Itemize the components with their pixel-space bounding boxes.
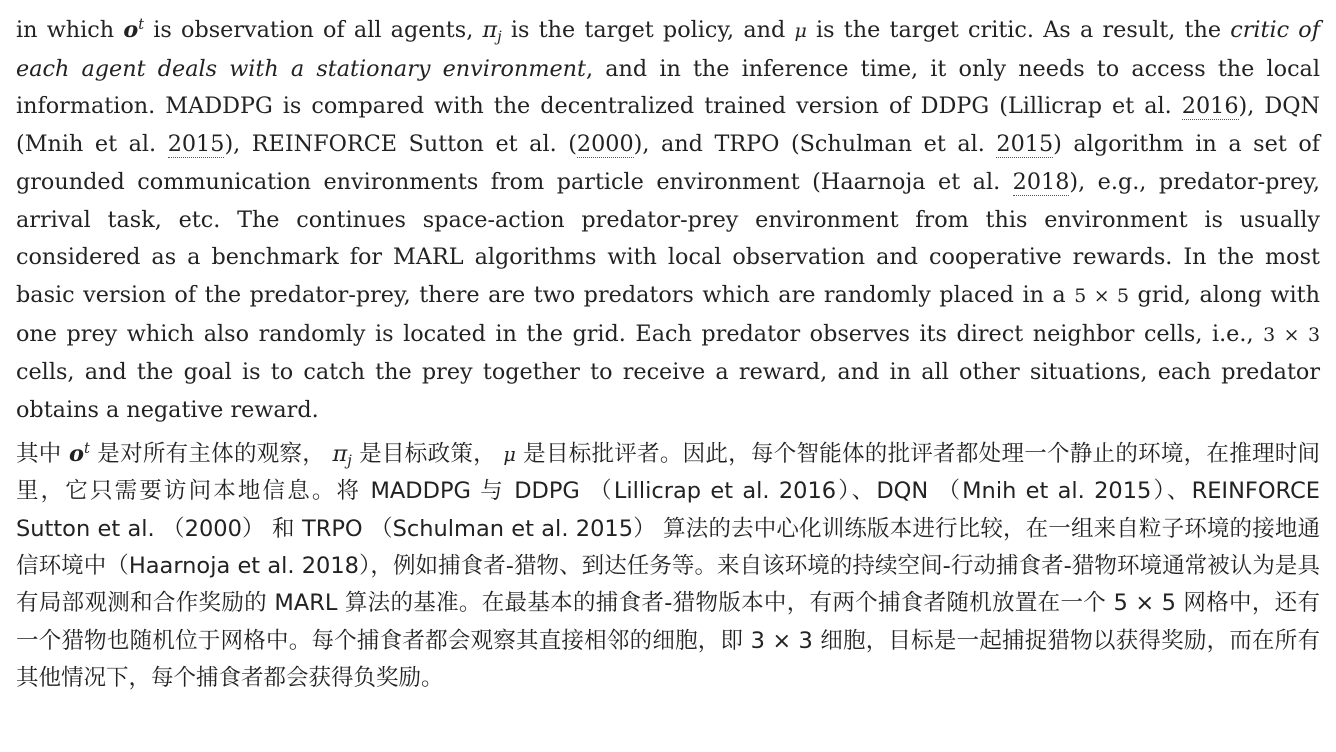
text-run: 是对所有主体的观察， [89, 440, 333, 467]
math-mu: μ [503, 442, 516, 466]
emphasis-text: critic of each agent deals with a stationary environment [16, 17, 1320, 82]
math-pi: π [332, 440, 348, 467]
math-j: j [347, 452, 352, 470]
math-o: o [123, 17, 139, 43]
math-t: t [138, 17, 145, 34]
text-run: is the target critic. As a result, the [806, 17, 1231, 43]
english-paragraph [16, 12, 1320, 430]
text-run: ), e.g., predator-prey, arrival task, etc. The continues space-action predator-prey environment from this environment is usually considered as a benchmark for MARL algorithms with local observation and cooperative rewards. In the most basic version of the predator-prey, there are two predators which are randomly placed in a [16, 168, 1320, 308]
citation-link[interactable]: 2018 [1012, 168, 1070, 195]
citation-link[interactable]: 2015 [996, 131, 1054, 158]
text-run: , and in the inference time, it only needs to access the local information. MADDPG is compared with the decentralized trained version of DDPG (Lillicrap et al. [16, 55, 1320, 120]
text-run: 是目标政策， [351, 440, 504, 467]
text-run: ), DQN (Mnih et al. [16, 93, 1320, 158]
math-5x5: 5 × 5 [1074, 284, 1130, 307]
citation-link[interactable]: 2015 [167, 131, 225, 158]
math-o: o [68, 440, 84, 467]
text-run: 是目标批评者。因此，每个智能体的批评者都处理一个静止的环境，在推理时间里，它只需要访问本地信息。将 MADDPG 与 DDPG （Lillicrap et al. 2016）、DQN （Mnih et al. 2015）、REINFORCE Sutton et al. （2000） 和 TRPO （Schulman et al. 2015） 算法的去中心化训练版本进行比较，在一组来自粒子环境的接地通信环境中（Haarnoja et al. 2018），例如捕食者-猎物、到达任务等。来自该环境的持续空间-行动捕食者-猎物环境通常被认为是具有局部观测和合作奖励的 MARL 算法的基准。在最基本的捕食者-猎物版本中，有两个捕食者随机放置在一个 5 × 5 网格中，还有一个猎物也随机位于网格中。每个捕食者都会观察其直接相邻的细胞，即 3 × 3 细胞，目标是一起捕捉猎物以获得奖励，而在所有其他情况下，每个捕食者都会获得负奖励。 [16, 440, 1321, 692]
text-run: ), and TRPO (Schulman et al. [633, 131, 997, 158]
text-run: is observation of all agents, [144, 17, 483, 43]
math-3x3: 3 × 3 [1263, 323, 1320, 346]
math-t: t [84, 439, 90, 457]
citation-link[interactable]: 2000 [576, 131, 634, 158]
text-run: is the target policy, and [501, 17, 795, 43]
text-run: cells, and the goal is to catch the prey together to receive a reward, and in all other situations, each predator obtains a negative reward. [16, 359, 1320, 424]
text-run: ) algorithm in a set of grounded communication environments from particle environment (Haarnoja et al. [16, 131, 1320, 195]
math-j: j [497, 29, 502, 46]
text-run: in which [16, 17, 124, 43]
chinese-paragraph [16, 436, 1320, 698]
text-run: grid, along with one prey which also randomly is located in the grid. Each predator observes its direct neighbor cells, i.e., [16, 281, 1320, 347]
text-run: 其中 [16, 440, 69, 467]
text-run: ), REINFORCE Sutton et al. ( [224, 131, 577, 158]
math-pi: π [482, 17, 498, 43]
math-mu: μ [794, 20, 807, 42]
citation-link[interactable]: 2016 [1181, 93, 1239, 120]
